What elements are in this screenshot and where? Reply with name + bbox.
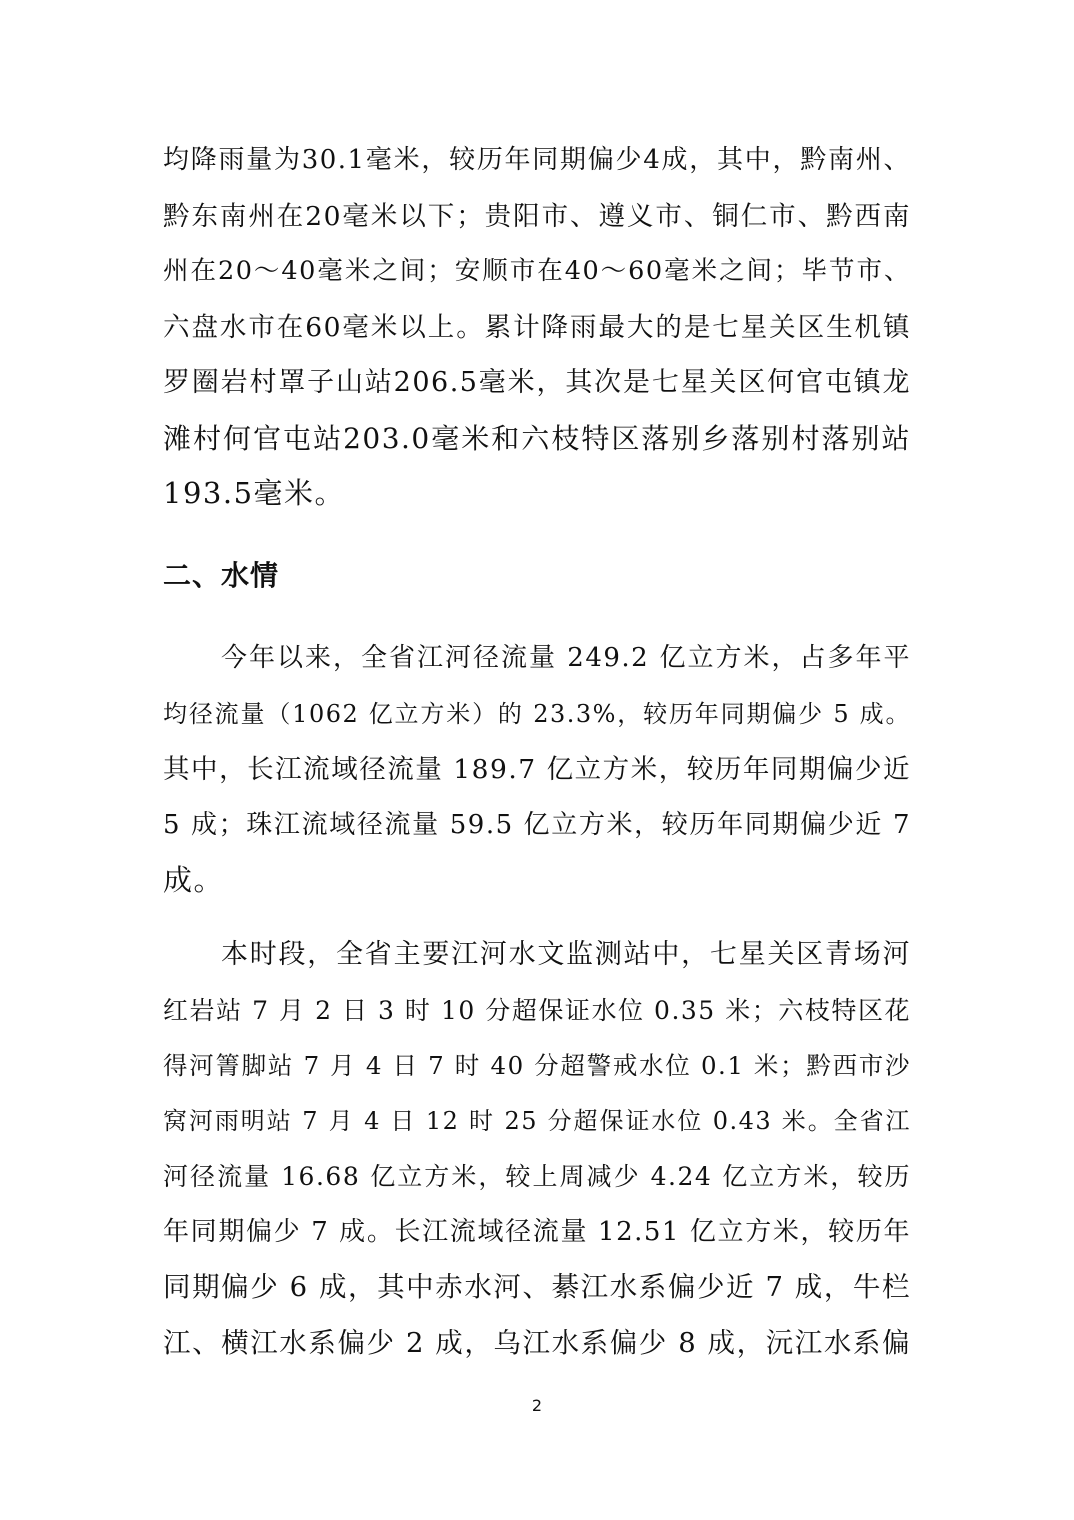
text-line: 均径流量（1062 亿立方米）的 23.3%，较历年同期偏少 5 成。 xyxy=(163,699,911,728)
section-heading: 二、水情 xyxy=(163,559,280,592)
text-line: 均降雨量为30.1毫米，较历年同期偏少4成，其中，黔南州、 xyxy=(163,145,911,175)
station-paragraph xyxy=(163,927,911,1371)
text-line: 今年以来，全省江河径流量 249.2 亿立方米，占多年平 xyxy=(221,643,911,673)
text-line: 滩村何官屯站203.0毫米和六枝特区落别乡落别村落别站 xyxy=(163,421,911,455)
rainfall-paragraph xyxy=(163,133,911,522)
text-line: 黔东南州在20毫米以下；贵阳市、遵义市、铜仁市、黔西南 xyxy=(163,200,911,232)
text-line: 本时段，全省主要江河水文监测站中，七星关区青场河 xyxy=(221,939,911,970)
page-number: 2 xyxy=(531,1396,543,1415)
text-line: 罗圈岩村罩子山站206.5毫米，其次是七星关区何官屯镇龙 xyxy=(163,367,911,398)
text-line: 年同期偏少 7 成。长江流域径流量 12.51 亿立方米，较历年 xyxy=(163,1216,911,1247)
text-line: 5 成；珠江流域径流量 59.5 亿立方米，较历年同期偏少近 7 xyxy=(163,809,911,840)
text-line: 州在20～40毫米之间；安顺市在40～60毫米之间；毕节市、 xyxy=(163,256,911,286)
text-line: 其中，长江流域径流量 189.7 亿立方米，较历年同期偏少近 xyxy=(163,754,911,785)
text-line: 同期偏少 6 成，其中赤水河、綦江水系偏少近 7 成，牛栏 xyxy=(163,1271,911,1303)
text-line: 河径流量 16.68 亿立方米，较上周减少 4.24 亿立方米，较历 xyxy=(163,1162,911,1191)
text-line: 成。 xyxy=(163,863,225,897)
runoff-paragraph xyxy=(163,631,911,909)
text-line: 红岩站 7 月 2 日 3 时 10 分超保证水位 0.35 米；六枝特区花 xyxy=(163,995,911,1025)
text-line: 六盘水市在60毫米以上。累计降雨最大的是七星关区生机镇 xyxy=(163,311,911,343)
text-line: 江、横江水系偏少 2 成，乌江水系偏少 8 成，沅江水系偏 xyxy=(163,1326,911,1359)
text-line: 窝河雨明站 7 月 4 日 12 时 25 分超保证水位 0.43 米。全省江 xyxy=(163,1106,911,1135)
text-line: 193.5毫米。 xyxy=(163,476,346,510)
text-line: 得河箐脚站 7 月 4 日 7 时 40 分超警戒水位 0.1 米；黔西市沙 xyxy=(163,1051,911,1080)
